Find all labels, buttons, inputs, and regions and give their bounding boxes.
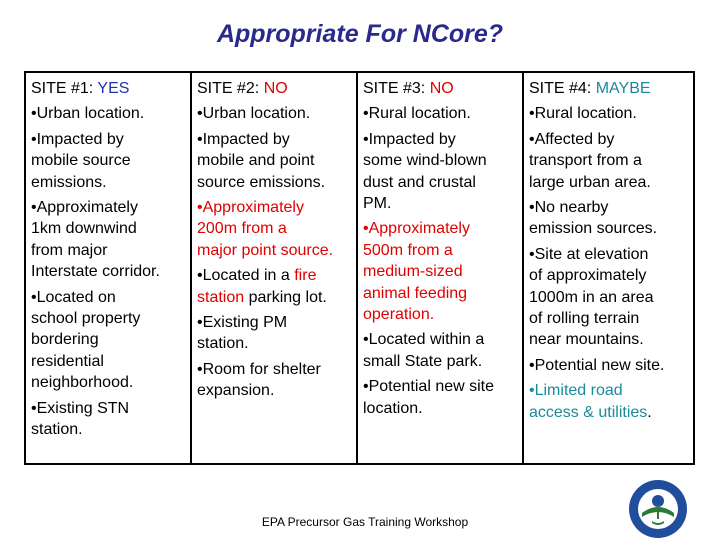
- list-item: medium-sized: [363, 263, 463, 281]
- site-label: SITE #2:: [197, 80, 264, 97]
- list-item: •Located on: [31, 288, 116, 306]
- site-3-cell: [357, 72, 523, 464]
- list-item: •Rural location.: [529, 105, 637, 123]
- site-label: SITE #4:: [529, 80, 596, 97]
- site-2-cell: [191, 72, 357, 464]
- list-item: bordering: [31, 331, 99, 349]
- highlight-text: access & utilities: [529, 403, 648, 421]
- site-label: SITE #1:: [31, 80, 98, 97]
- list-item: •Existing STN: [31, 399, 130, 417]
- list-item: •Impacted by: [31, 130, 124, 148]
- list-item: 500m from a: [363, 241, 453, 259]
- list-item: residential: [31, 352, 104, 370]
- list-item: animal feeding: [363, 284, 468, 302]
- list-item-text: parking lot.: [244, 288, 327, 306]
- site-4-cell: [523, 72, 694, 464]
- highlight-text: fire: [294, 267, 317, 285]
- site-2-header: [197, 78, 354, 99]
- list-item: •Urban location.: [197, 105, 311, 123]
- footer-text: EPA Precursor Gas Training Workshop: [261, 515, 469, 529]
- list-item: Interstate corridor.: [31, 263, 160, 281]
- site-4-header: [529, 78, 691, 99]
- list-item: emission sources.: [529, 220, 658, 238]
- list-item: •Located within a: [363, 331, 485, 349]
- list-item: 200m from a: [197, 220, 287, 238]
- highlight-text: station: [197, 288, 245, 306]
- list-item: •No nearby: [529, 199, 609, 217]
- list-item: large urban area.: [529, 173, 651, 191]
- list-item: emissions.: [31, 173, 107, 191]
- list-item-text: •Located in a: [197, 267, 295, 285]
- list-item: •Urban location.: [31, 105, 145, 123]
- list-item: station.: [31, 421, 83, 439]
- list-item: •Approximately: [31, 199, 138, 217]
- list-item: near mountains.: [529, 331, 644, 349]
- list-item: •Room for shelter: [197, 360, 321, 378]
- site-2-status: NO: [263, 80, 288, 97]
- list-item: some wind-blown: [363, 152, 487, 170]
- list-item: 1000m in an area: [529, 288, 654, 306]
- list-item: •Potential new site: [363, 378, 495, 396]
- site-3-status: NO: [429, 80, 454, 97]
- list-item: •Existing PM: [197, 314, 288, 332]
- list-item: source emissions.: [197, 173, 326, 191]
- epa-seal-logo: [628, 479, 688, 539]
- list-item: expansion.: [197, 382, 275, 400]
- list-item: •Potential new site.: [529, 356, 665, 374]
- list-item: mobile source: [31, 152, 131, 170]
- list-item: dust and crustal: [363, 173, 476, 191]
- list-item-text: .: [647, 403, 652, 421]
- list-item: from major: [31, 241, 108, 259]
- list-item: •Affected by: [529, 130, 615, 148]
- site-label: SITE #3:: [363, 80, 430, 97]
- list-item: •Rural location.: [363, 105, 471, 123]
- slide-title: Appropriate For NCore?: [216, 20, 504, 48]
- site-4-status: MAYBE: [595, 80, 651, 97]
- list-item: •Site at elevation: [529, 245, 649, 263]
- list-item: [197, 287, 354, 308]
- list-item: small State park.: [363, 352, 483, 370]
- list-item: school property: [31, 310, 141, 328]
- list-item: •Impacted by: [197, 130, 290, 148]
- list-item: [197, 265, 354, 286]
- list-item: operation.: [363, 306, 435, 324]
- site-1-header: [31, 78, 188, 99]
- list-item: 1km downwind: [31, 220, 137, 238]
- list-item: of approximately: [529, 267, 647, 285]
- list-item: major point source.: [197, 241, 334, 259]
- table-row: [25, 72, 694, 464]
- list-item: location.: [363, 399, 423, 417]
- list-item: •Approximately: [363, 220, 470, 238]
- list-item: •Limited road: [529, 382, 623, 400]
- list-item: of rolling terrain: [529, 310, 640, 328]
- site-3-header: [363, 78, 520, 99]
- list-item: [529, 402, 691, 423]
- list-item: neighborhood.: [31, 374, 134, 392]
- list-item: •Approximately: [197, 199, 304, 217]
- list-item: transport from a: [529, 152, 642, 170]
- list-item: PM.: [363, 195, 392, 213]
- list-item: station.: [197, 335, 249, 353]
- site-1-cell: [25, 72, 191, 464]
- list-item: mobile and point: [197, 152, 315, 170]
- list-item: •Impacted by: [363, 130, 456, 148]
- site-1-status: YES: [97, 80, 130, 97]
- site-comparison-table: [24, 71, 695, 465]
